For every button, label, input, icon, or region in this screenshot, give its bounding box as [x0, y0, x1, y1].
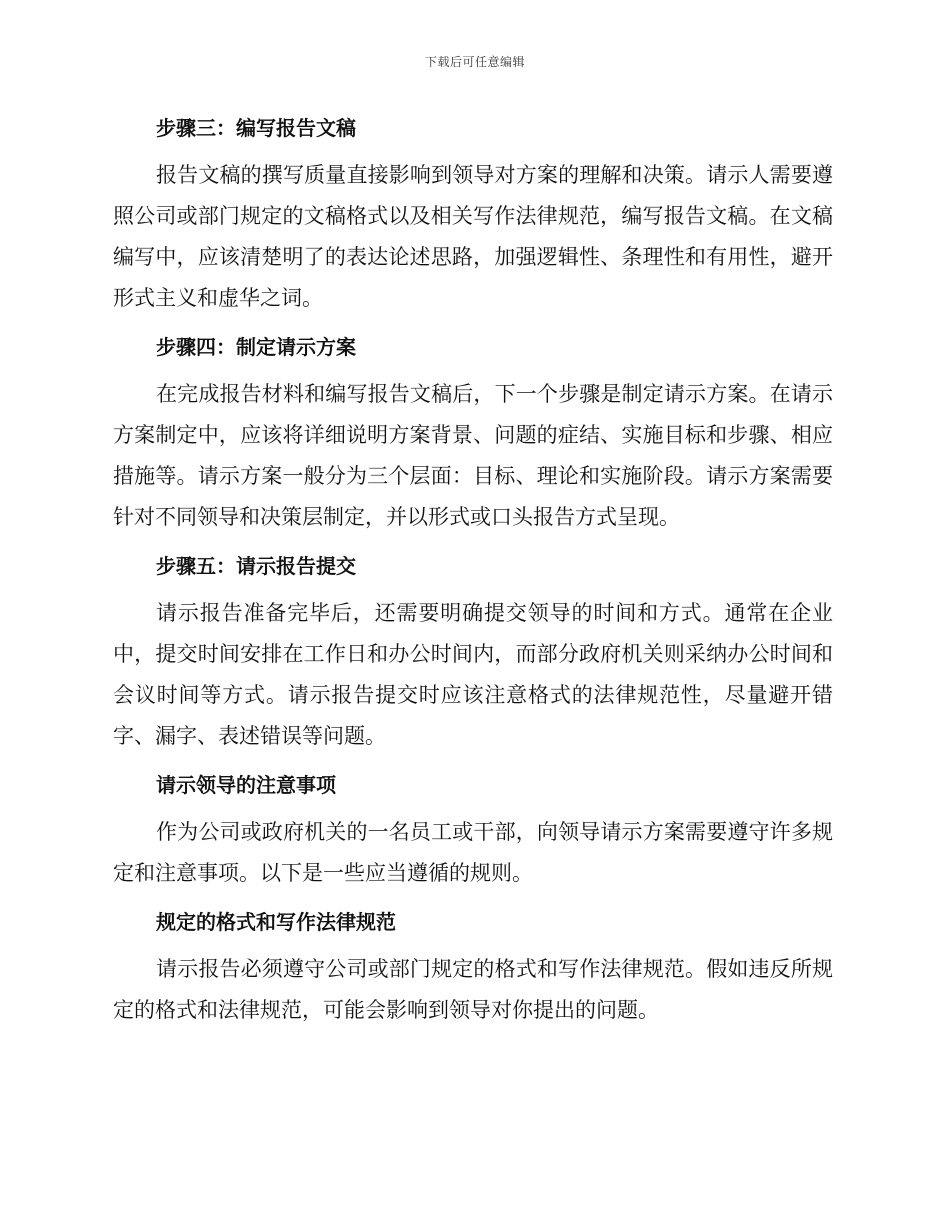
page-header: 下载后可任意编辑 — [424, 55, 525, 69]
section-paragraph-step-5: 请示报告准备完毕后，还需要明确提交领导的时间和方式。通常在企业中，提交时间安排在工作日和办公时间内，而部分政府机关则采纳办公时间和会议时间等方式。请示报告提交时应该注意格式的法律规范性，尽量避开错字、漏字、表述错误等问题。 — [113, 601, 833, 748]
section-heading-step-5: 步骤五：请示报告提交 — [156, 554, 356, 578]
section-paragraph-step-3: 报告文稿的撰写质量直接影响到领导对方案的理解和决策。请示人需要遵照公司或部门规定的文稿格式以及相关写作法律规范，编写报告文稿。在文稿编写中，应该清楚明了的表达论述思路，加强逻辑性、条理性和有用性，避开形式主义和虚华之词。 — [113, 163, 833, 310]
section-paragraph-notes: 作为公司或政府机关的一名员工或干部，向领导请示方案需要遵守许多规定和注意事项。以下是一些应当遵循的规则。 — [113, 820, 833, 885]
section-heading-step-3: 步骤三：编写报告文稿 — [156, 116, 356, 140]
section-heading-format-rules: 规定的格式和写作法律规范 — [156, 910, 396, 934]
section-paragraph-step-4: 在完成报告材料和编写报告文稿后，下一个步骤是制定请示方案。在请示方案制定中，应该将详细说明方案背景、问题的症结、实施目标和步骤、相应措施等。请示方案一般分为三个层面：目标、理论和实施阶段。请示方案需要针对不同领导和决策层制定，并以形式或口头报告方式呈现。 — [113, 382, 833, 529]
document-body — [113, 110, 833, 1041]
section-paragraph-format-rules: 请示报告必须遵守公司或部门规定的格式和写作法律规范。假如违反所规定的格式和法律规范，可能会影响到领导对你提出的问题。 — [113, 957, 833, 1022]
section-heading-notes: 请示领导的注意事项 — [156, 773, 336, 797]
section-heading-step-4: 步骤四：制定请示方案 — [156, 335, 356, 359]
